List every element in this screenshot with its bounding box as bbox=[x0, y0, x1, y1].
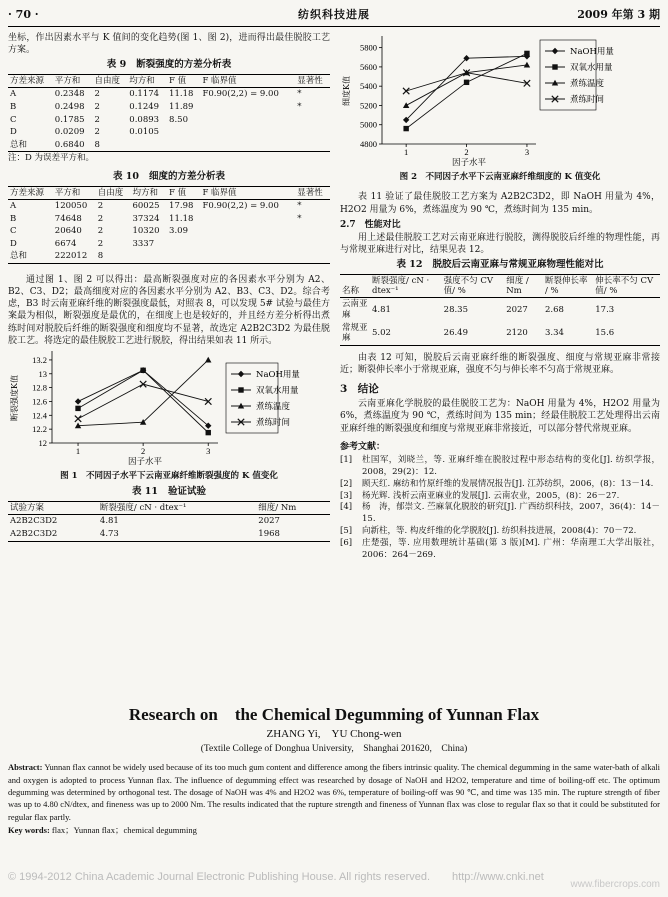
table-cell: 云南亚麻 bbox=[342, 299, 368, 320]
intro-paragraph: 坐标，作出因素水平与 K 值间的变化趋势(图 1、图 2)，进而得出最佳脱胶工艺方案。 bbox=[8, 33, 330, 56]
reference-number: [2] bbox=[340, 478, 353, 489]
table-cell: * bbox=[297, 89, 302, 100]
footer bbox=[8, 870, 660, 890]
legend-item bbox=[545, 46, 614, 57]
table-header-cell: 显著性 bbox=[295, 186, 330, 199]
x-tick-label: 2 bbox=[141, 445, 146, 456]
table-row bbox=[8, 114, 330, 127]
analysis-paragraph: 通过图 1、图 2 可以得出：最高断裂强度对应的各因素水平分别为 A2、B2、C3、D2；最高细度对应的各因素水平分别为 A2、B3、C3、D2。综合考虑，B3 时云南亚麻纤维的断裂强度最低，对照表 8，可以发现 5# 试验与最佳方案最为相似，断裂强度是最优的，在细度上也是较好的，并且经方差分析得出煮练时间对脱胶后纤维的断裂强度和细度均不显著，故选定 A2B2C3D2 为最佳脱胶工艺。将选定的最佳脱胶工艺进行脱胶，得出结果如表 11 所示。 bbox=[8, 275, 330, 346]
table-cell bbox=[167, 238, 200, 251]
table12-discussion: 由表 12 可知，脱胶后云南亚麻纤维的断裂强度、细度与常规亚麻非常接近；断裂伸长率小于常规亚麻，强度不匀与伸长率不匀高于常规亚麻。 bbox=[340, 352, 660, 375]
table11 bbox=[8, 501, 330, 541]
table-cell: 3.09 bbox=[169, 226, 188, 237]
table-cell bbox=[295, 250, 330, 263]
reference-text: 杨 涛，郁崇文. 苎麻氧化脱胶的研究[J]. 广西纺织科技，2007，36(4)：14－15. bbox=[362, 502, 660, 525]
table-cell: 60025 bbox=[132, 200, 160, 211]
references-list bbox=[340, 455, 660, 562]
table-cell bbox=[200, 225, 295, 238]
data-point bbox=[206, 430, 211, 435]
y-tick-label: 5200 bbox=[360, 100, 377, 111]
legend-label: 煮练温度 bbox=[256, 401, 291, 412]
table10 bbox=[8, 186, 330, 264]
legend-marker bbox=[238, 387, 243, 392]
legend-item bbox=[231, 385, 299, 396]
y-tick-label: 12.4 bbox=[32, 410, 47, 421]
table-cell bbox=[127, 139, 167, 152]
table-cell: 2 bbox=[94, 127, 100, 138]
y-tick-label: 12.2 bbox=[32, 423, 47, 434]
y-tick-label: 5800 bbox=[360, 42, 377, 53]
table-header-cell: 细度 / Nm bbox=[504, 274, 543, 297]
table-cell bbox=[167, 126, 200, 139]
section-2-7-heading: 2.7 性能对比 bbox=[340, 219, 401, 230]
table-cell: 2 bbox=[97, 226, 104, 237]
reference-number: [5] bbox=[340, 526, 353, 537]
table-header-cell: 断裂强度/ cN · dtex⁻¹ bbox=[98, 502, 256, 515]
figure1-chart bbox=[8, 347, 330, 469]
table-cell: 8 bbox=[93, 139, 128, 152]
table-row bbox=[8, 250, 330, 263]
table-row bbox=[8, 213, 330, 226]
table-cell: D bbox=[10, 238, 17, 249]
legend-label: 双氧水用量 bbox=[570, 63, 613, 73]
english-affiliation: (Textile College of Donghua University, Shanghai 201620, China) bbox=[200, 743, 468, 754]
issue-label: 2009 年第 3 期 bbox=[577, 8, 660, 21]
english-keywords: Key words: flax；Yunnan flax；chemical degumming bbox=[8, 824, 197, 835]
table-header-cell: F 值 bbox=[167, 186, 200, 199]
x-tick-label: 3 bbox=[206, 445, 211, 456]
data-point bbox=[205, 398, 211, 404]
table-cell: 0.0209 bbox=[54, 127, 85, 138]
data-point bbox=[75, 406, 80, 411]
table-cell: * bbox=[297, 213, 302, 224]
table-cell: 11.18 bbox=[169, 213, 194, 224]
table-cell: 37324 bbox=[132, 213, 160, 224]
table-cell bbox=[200, 139, 295, 152]
table-cell: C bbox=[10, 114, 17, 125]
y-tick-label: 12.8 bbox=[32, 382, 47, 393]
reference-item bbox=[340, 491, 660, 503]
table-cell bbox=[200, 250, 295, 263]
table-cell: 2 bbox=[94, 114, 100, 125]
legend-marker bbox=[552, 48, 558, 54]
table-header-cell: 平方和 bbox=[53, 186, 96, 199]
table-cell: 0.1785 bbox=[54, 114, 85, 125]
copyright-notice: © 1994-2012 China Academic Journal Electronic Publishing House. All rights reserved. http://www.cnki.net bbox=[8, 871, 544, 883]
data-point bbox=[464, 80, 469, 85]
table-cell: * bbox=[297, 200, 302, 211]
x-tick-label: 1 bbox=[75, 445, 81, 456]
english-abstract: Abstract: Yunnan flax cannot be widely used because of its too much gum content and difference among the fibers intrinsic quality. The chemical degumming in the same water-bath of alkali and oxygen is adopted to process Yunnan flax. The influence of degumming effect was researched by dosage of NaOH and H2O2, temperature and time of boiling-off etc. The optimum degumming was determined by orthogonal test. The dosage of NaOH was 4% and H2O2 was 6%, temperature of boiling-off was 90 ℃, and time was 135 min. The rupture strength of fiber was up to 4.80 cN/dtex, and fineness was up to 2000 Nm. The results indicated that the rupture strength and fineness of Yunnan flax was close to regular flax so that it could be substituted for regular flax partly. bbox=[8, 762, 660, 822]
table-header-cell: F 值 bbox=[167, 75, 200, 88]
table-cell: 15.6 bbox=[593, 322, 660, 346]
legend-item bbox=[545, 94, 604, 105]
table-cell: 2.68 bbox=[544, 304, 564, 315]
right-column bbox=[340, 32, 660, 562]
data-point bbox=[75, 398, 81, 404]
table9 bbox=[8, 74, 330, 152]
table12-title: 表 12 脱胶后云南亚麻与常规亚麻物理性能对比 bbox=[396, 259, 604, 271]
table-cell: 17.98 bbox=[169, 200, 194, 211]
table-cell: 8.50 bbox=[169, 114, 188, 125]
table-cell: F0.90(2,2) = 9.00 bbox=[202, 200, 279, 211]
reference-text: 向新柱，等. 构皮纤维的化学脱胶[J]. 纺织科技进展，2008(4)：70－72. bbox=[362, 526, 637, 537]
table-cell: 11.18 bbox=[169, 89, 194, 100]
table-cell: 总和 bbox=[8, 250, 53, 263]
legend-label: 煮练时间 bbox=[570, 95, 605, 105]
data-point bbox=[524, 62, 530, 68]
table-cell: 120050 bbox=[54, 200, 88, 211]
reference-text: 杜国军，刘晓兰，等. 亚麻纤维在脱胶过程中形态结构的变化[J]. 纺织学报，2008，29(2)：12. bbox=[362, 454, 660, 477]
data-point bbox=[403, 126, 408, 131]
table-cell: 2 bbox=[97, 238, 104, 249]
table-header-cell: 自由度 bbox=[93, 75, 128, 88]
y-tick-label: 13 bbox=[38, 368, 47, 379]
table-cell: 6674 bbox=[54, 238, 77, 249]
table-cell: 0.2498 bbox=[54, 101, 85, 112]
table-row bbox=[8, 101, 330, 114]
reference-item bbox=[340, 502, 660, 526]
table-cell: 常规亚麻 bbox=[340, 322, 370, 346]
table-header-cell: 强度不匀 CV 值/ % bbox=[442, 274, 505, 297]
table-header-cell: F 临界值 bbox=[200, 186, 295, 199]
table-cell: 26.49 bbox=[442, 322, 505, 346]
table-cell: 0.1249 bbox=[129, 101, 160, 112]
table10-title: 表 10 细度的方差分析表 bbox=[112, 170, 226, 182]
reference-item bbox=[340, 526, 660, 538]
table-cell: 总和 bbox=[8, 139, 53, 152]
x-tick-label: 1 bbox=[404, 147, 409, 157]
table-cell: 0.1174 bbox=[129, 89, 160, 100]
data-point bbox=[524, 51, 529, 56]
table-header-cell: 伸长率不匀 CV 值/ % bbox=[593, 274, 660, 297]
table-cell bbox=[200, 126, 295, 139]
table-cell: 2120 bbox=[504, 322, 543, 346]
y-tick-label: 5400 bbox=[360, 81, 377, 92]
table-header-cell: 均方和 bbox=[130, 186, 167, 199]
legend-marker bbox=[238, 371, 244, 377]
table-cell: 0.0105 bbox=[129, 127, 160, 138]
verification-paragraph: 表 11 验证了最佳脱胶工艺方案为 A2B2C3D2，即 NaOH 用量为 4%，H2O2 用量为 6%，煮练温度为 90 ℃，煮练时间为 135 min。 bbox=[340, 192, 660, 215]
table-cell: A2B2C3D2 bbox=[10, 516, 58, 527]
y-tick-label: 5000 bbox=[360, 119, 377, 130]
data-point bbox=[205, 357, 211, 363]
table-row bbox=[8, 88, 330, 101]
table-header-cell: 断裂伸长率 / % bbox=[543, 274, 593, 297]
table-cell: 1968 bbox=[256, 528, 330, 541]
table-cell: A2B2C3D2 bbox=[8, 528, 98, 541]
table-cell: 20640 bbox=[54, 226, 82, 237]
table-cell: 3337 bbox=[132, 238, 155, 249]
table-cell: 0.6840 bbox=[53, 139, 93, 152]
reference-item bbox=[340, 479, 660, 491]
reference-item bbox=[340, 538, 660, 562]
page-number: · 70 · bbox=[8, 8, 39, 21]
reference-number: [4] bbox=[340, 502, 353, 513]
table-cell: F0.90(2,2) = 9.00 bbox=[202, 89, 279, 100]
series-2 bbox=[403, 51, 529, 132]
table-cell: 2027 bbox=[506, 304, 528, 315]
legend-label: 煮练时间 bbox=[256, 417, 291, 428]
series-1 bbox=[403, 53, 530, 123]
y-axis-label: 细度K值 bbox=[342, 76, 351, 106]
watermark: www.fibercrops.com bbox=[570, 879, 660, 890]
table-cell: 10320 bbox=[132, 226, 160, 237]
series-line bbox=[406, 56, 527, 120]
reference-text: 杨光辉. 浅析云南亚麻业的发展[J]. 云南农业，2005，(8)：26－27. bbox=[362, 490, 620, 501]
table-cell bbox=[295, 225, 330, 238]
table-cell bbox=[200, 114, 295, 127]
reference-number: [6] bbox=[340, 538, 353, 549]
table-cell bbox=[295, 126, 330, 139]
table-cell: 0.2348 bbox=[54, 89, 85, 100]
x-tick-label: 3 bbox=[524, 147, 530, 157]
table-cell bbox=[295, 238, 330, 251]
table-cell: 2 bbox=[94, 101, 100, 112]
table-row bbox=[340, 298, 660, 322]
reference-number: [1] bbox=[340, 454, 353, 465]
data-point bbox=[140, 381, 146, 387]
legend-label: NaOH用量 bbox=[256, 369, 300, 380]
table-header-cell: 试验方案 bbox=[8, 502, 98, 515]
table-row bbox=[8, 515, 330, 528]
comparison-paragraph: 用上述最佳脱胶工艺对云南亚麻进行脱胶，测得脱胶后纤维的物理性能，再与常规亚麻进行对比，结果见表 12。 bbox=[340, 232, 660, 256]
legend-item bbox=[545, 62, 613, 73]
table-header-cell: 自由度 bbox=[96, 186, 131, 199]
table-row bbox=[8, 238, 330, 251]
table-cell: 222012 bbox=[53, 250, 96, 263]
table-header-cell: 显著性 bbox=[295, 75, 330, 88]
table-cell: 2 bbox=[97, 200, 104, 211]
data-point bbox=[403, 102, 409, 108]
reference-text: 庄楚强，等. 应用数理统计基础(第 3 版)[M]. 广州：华南理工大学出版社，2006：264－269. bbox=[362, 538, 660, 560]
figure2-caption: 图 2 不同因子水平下云南亚麻纤维细度的 K 值变化 bbox=[399, 172, 601, 182]
legend-marker bbox=[552, 64, 557, 69]
table-cell: 5.02 bbox=[370, 322, 442, 346]
figure2-chart bbox=[340, 32, 660, 170]
y-tick-label: 12 bbox=[38, 437, 47, 448]
table-cell bbox=[200, 238, 295, 251]
left-column bbox=[8, 32, 330, 542]
y-tick-label: 5600 bbox=[360, 61, 377, 72]
references-heading: 参考文献： bbox=[340, 441, 386, 452]
table-row bbox=[8, 126, 330, 139]
table-cell: B bbox=[10, 213, 17, 224]
figure1-caption: 图 1 不同因子水平下云南亚麻纤维断裂强度的 K 值变化 bbox=[60, 470, 278, 481]
table-cell: D bbox=[10, 127, 17, 138]
table-header-cell: 均方和 bbox=[127, 75, 167, 88]
table-cell: B bbox=[10, 101, 17, 112]
x-axis-label: 因子水平 bbox=[451, 158, 487, 168]
english-title: Research on the Chemical Degumming of Yunnan Flax bbox=[128, 705, 540, 724]
journal-name: 纺织科技进展 bbox=[298, 8, 370, 21]
table-cell bbox=[130, 250, 167, 263]
legend-label: 煮练温度 bbox=[570, 79, 605, 89]
table-cell: 0.0893 bbox=[129, 114, 160, 125]
table-cell bbox=[295, 139, 330, 152]
legend-item bbox=[545, 78, 605, 89]
reference-text: 顾天红. 麻纺和竹原纤维的发展情况报告[J]. 江苏纺织，2006，(8)：13－14. bbox=[362, 478, 654, 489]
table-cell: A bbox=[10, 89, 17, 100]
conclusion-paragraph: 云南亚麻化学脱胶的最佳脱胶工艺为：NaOH 用量为 4%，H2O2 用量为 6%，煮练温度为 90 ℃，煮练时间为 135 min；经最佳脱胶工艺处理得出云南亚麻纤维的断裂强度和细度与常规亚麻非常接近，可以部分替代常规亚麻。 bbox=[340, 399, 660, 434]
table-cell: 2 bbox=[97, 213, 104, 224]
table9-note: 注：D 为误差平方和。 bbox=[8, 153, 95, 164]
table9-title: 表 9 断裂强度的方差分析表 bbox=[106, 59, 232, 71]
table-row bbox=[8, 528, 330, 541]
table-cell bbox=[167, 139, 200, 152]
x-axis-label: 因子水平 bbox=[127, 456, 163, 467]
table-cell: 17.3 bbox=[595, 304, 615, 315]
y-tick-label: 4800 bbox=[360, 139, 377, 149]
table-row bbox=[8, 139, 330, 152]
table-cell bbox=[167, 250, 200, 263]
table-cell: 74648 bbox=[54, 213, 82, 224]
table-cell: 3.34 bbox=[543, 322, 593, 346]
table-cell: 2027 bbox=[258, 516, 280, 527]
legend-item bbox=[231, 401, 291, 412]
table-cell: 2 bbox=[94, 89, 100, 100]
section-3-heading: 3 结论 bbox=[340, 383, 379, 396]
english-abstract-block bbox=[8, 706, 660, 836]
reference-item bbox=[340, 455, 660, 479]
table-row bbox=[340, 322, 660, 346]
table-cell: 11.89 bbox=[169, 101, 194, 112]
legend-label: NaOH用量 bbox=[570, 47, 614, 57]
legend-label: 双氧水用量 bbox=[256, 385, 299, 396]
table-cell: 4.73 bbox=[98, 528, 256, 541]
data-point bbox=[403, 88, 409, 94]
table-cell: 8 bbox=[96, 250, 131, 263]
table-cell bbox=[200, 101, 295, 114]
table-cell bbox=[295, 114, 330, 127]
y-axis-label: 断裂强度K值 bbox=[10, 374, 19, 421]
table-row bbox=[8, 199, 330, 212]
table-header-cell: 平方和 bbox=[53, 75, 93, 88]
table-header-cell: 细度/ Nm bbox=[256, 502, 330, 515]
table-header-cell: 方差来源 bbox=[8, 186, 53, 199]
table-header-cell: 断裂强度/ cN · dtex⁻¹ bbox=[370, 274, 442, 297]
table11-title: 表 11 验证试验 bbox=[131, 486, 207, 498]
table-cell: 4.81 bbox=[372, 304, 391, 315]
series-line bbox=[406, 53, 527, 128]
table-cell bbox=[200, 213, 295, 226]
table-cell: C bbox=[10, 226, 17, 237]
table-cell: 28.35 bbox=[443, 304, 468, 315]
english-authors: ZHANG Yi, YU Chong-wen bbox=[266, 727, 402, 740]
table-cell: * bbox=[297, 101, 302, 112]
table-header-cell: F 临界值 bbox=[200, 75, 295, 88]
table12 bbox=[340, 274, 660, 346]
x-tick-label: 2 bbox=[464, 147, 469, 157]
data-point bbox=[75, 415, 81, 421]
legend-item bbox=[231, 417, 290, 428]
y-tick-label: 13.2 bbox=[32, 354, 47, 365]
running-header bbox=[8, 8, 660, 27]
table-header-cell: 方差来源 bbox=[8, 75, 53, 88]
table-row bbox=[8, 225, 330, 238]
table-cell: A bbox=[10, 200, 17, 211]
y-tick-label: 12.6 bbox=[32, 396, 47, 407]
legend-item bbox=[231, 369, 300, 380]
table-cell: 4.81 bbox=[99, 516, 119, 527]
reference-number: [3] bbox=[340, 490, 353, 501]
data-point bbox=[140, 367, 145, 372]
table-header-cell: 名称 bbox=[340, 274, 370, 297]
